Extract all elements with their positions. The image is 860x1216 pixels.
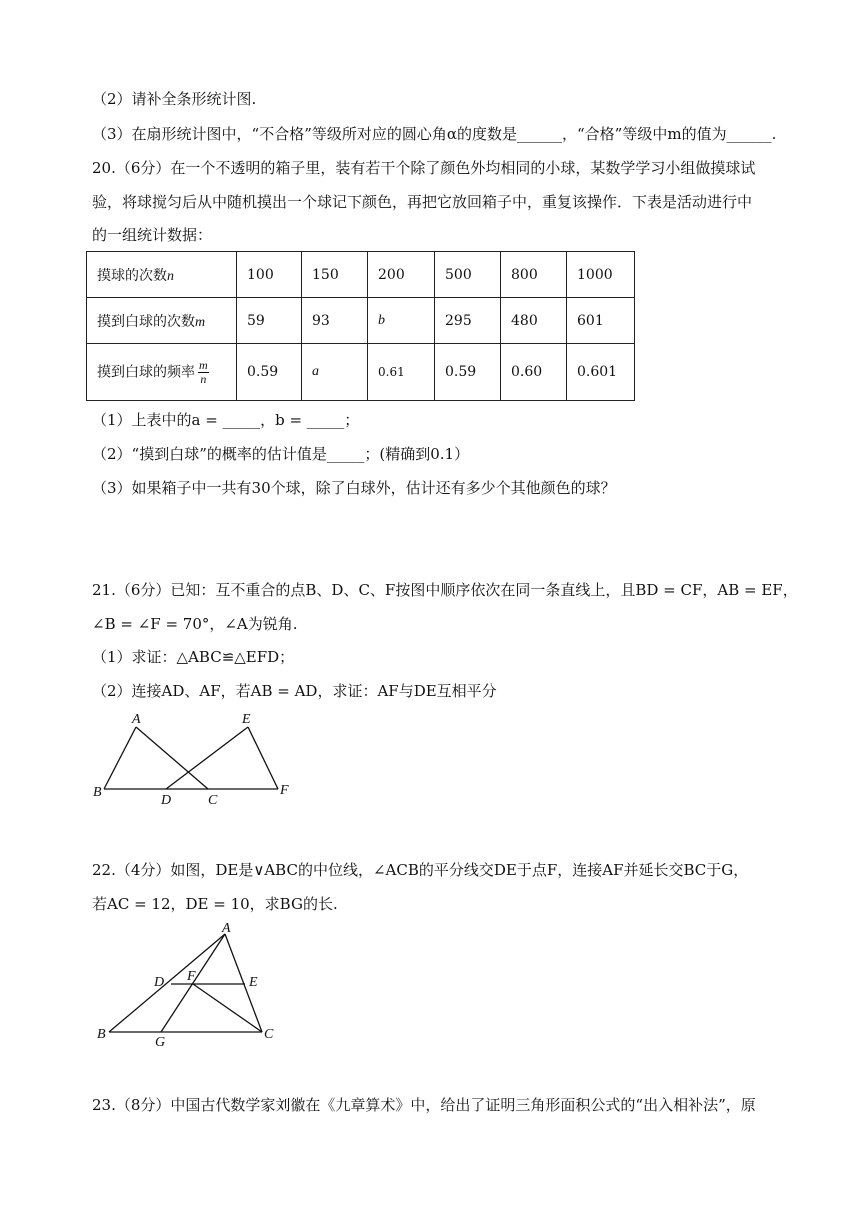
table-cell: 500 (435, 252, 501, 298)
label-D: D (161, 793, 172, 808)
row-header: 摸到白球的频率 $\frac{m}{n}$ (87, 344, 237, 401)
q19-part3: （3）在扇形统计图中，“不合格”等级所对应的圆心角α的度数是______，“合格”等级中m的值为______. (92, 125, 777, 143)
label-G: G (155, 1035, 166, 1048)
table-row (87, 344, 635, 401)
table-cell: 93 (302, 298, 368, 344)
label-F: F (280, 783, 289, 798)
q20-sub3: （3）如果箱子中一共有30个球，除了白球外，估计还有多少个其他颜色的球？ (92, 479, 616, 497)
label-E: E (242, 712, 251, 727)
table-row (87, 252, 635, 298)
table-cell: 0.60 (501, 344, 567, 401)
q20-stem-line3: 的一组统计数据： (92, 226, 213, 244)
label-B: B (93, 785, 102, 800)
q23-stem-line1: 23.（8分）中国古代数学家刘徽在《九章算术》中，给出了证明三角形面积公式的“出入相补法”，原 (92, 1096, 756, 1114)
table-row (87, 298, 635, 344)
table-cell: 1000 (567, 252, 635, 298)
label-C: C (208, 793, 218, 808)
table-cell: 295 (435, 298, 501, 344)
row-header: 摸到白球的次数m (87, 298, 237, 344)
label-D: D (154, 975, 165, 990)
figure-q21-triangles (88, 708, 308, 812)
table-cell: 480 (501, 298, 567, 344)
q21-stem-line2: ∠B = ∠F = 70°，∠A为锐角. (92, 615, 298, 633)
table-cell: 0.61 (368, 344, 435, 401)
q22-stem-line2: 若AC = 12，DE = 10，求BG的长. (92, 895, 338, 913)
q19-part2: （2）请补全条形统计图. (92, 90, 257, 108)
q21-sub2: （2）连接AD、AF，若AB = AD，求证：AF与DE互相平分 (92, 682, 497, 700)
label-C: C (264, 1027, 274, 1042)
label-A: A (132, 712, 141, 727)
q21-stem-line1: 21.（6分）已知：互不重合的点B、D、C、F按图中顺序依次在同一条直线上，且BD = CF，AB = EF， (92, 581, 798, 599)
fraction-m-over-n: $\frac{m}{n}$ (199, 357, 208, 386)
table-cell: a (302, 344, 368, 401)
table-cell: 150 (302, 252, 368, 298)
table-cell: 59 (237, 298, 302, 344)
q20-stem-line1: 20.（6分）在一个不透明的箱子里，装有若干个除了颜色外均相同的小球，某数学学习小组做摸球试 (92, 159, 756, 177)
table-cell: 200 (368, 252, 435, 298)
label-E: E (249, 975, 258, 990)
label-F: F (187, 969, 196, 984)
q22-stem-line1: 22.（4分）如图，DE是∨ABC的中位线，∠ACB的平分线交DE于点F，连接AF并延长交BC于G， (92, 861, 749, 879)
q21-sub1: （1）求证：△ABC≌△EFD； (92, 648, 295, 666)
label-A: A (222, 922, 231, 936)
label-B: B (97, 1027, 106, 1042)
table-cell: 0.59 (435, 344, 501, 401)
table-cell: 0.601 (567, 344, 635, 401)
table-cell: b (368, 298, 435, 344)
figure-q22-triangle (92, 922, 292, 1048)
table-cell: 100 (237, 252, 302, 298)
table-cell: 601 (567, 298, 635, 344)
q20-sub1: （1）上表中的a = _____，b = _____； (92, 411, 360, 429)
table-cell: 800 (501, 252, 567, 298)
q20-stem-line2: 验，将球搅匀后从中随机摸出一个球记下颜色，再把它放回箱子中，重复该操作．下表是活动进行中 (92, 193, 753, 211)
row-header: 摸球的次数n (87, 252, 237, 298)
table-cell: 0.59 (237, 344, 302, 401)
statistics-table (86, 251, 635, 401)
q20-sub2: （2）“摸到白球”的概率的估计值是_____；(精确到0.1） (92, 445, 470, 463)
